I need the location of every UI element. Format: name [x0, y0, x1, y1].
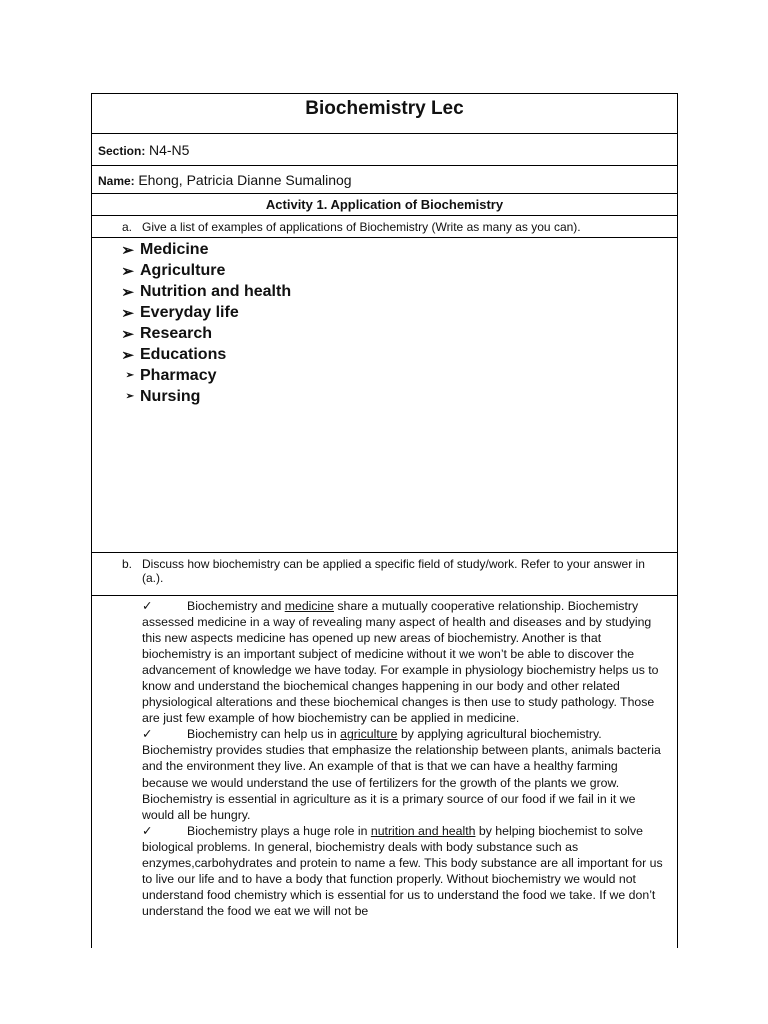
question-b — [92, 553, 677, 596]
list-item — [92, 282, 677, 303]
answer-paragraph-nutrition — [142, 823, 667, 919]
checkmark-icon: ✓ — [142, 823, 153, 838]
activity-title: Activity 1. Application of Biochemistry — [92, 194, 677, 216]
applications-list — [92, 238, 677, 553]
list-item — [92, 324, 677, 345]
question-a-letter: a. — [121, 220, 132, 234]
application-label: Medicine — [140, 241, 209, 259]
list-item — [92, 386, 677, 407]
application-label: Nursing — [140, 387, 201, 405]
answer-paragraph-medicine — [142, 598, 667, 726]
field-highlight: medicine — [284, 599, 334, 613]
question-a — [92, 216, 677, 238]
paragraph-text: share a mutually cooperative relationship. Biochemistry assessed medicine in a way of revealing many aspect of health and diseases and by studying this new aspects medicine has opened up new areas of biochemistry. Another is that biochemistry is an important subject of medicine without it we won’t be able to discover the advancement of knowledge we have today. For example in physiology biochemistry helps us to know and understand the biochemical changes happening in our body and other related physiological alterations and these biochemical changes is then use to study pathology. Those are just few example of how biochemistry can be applied in medicine. — [142, 599, 659, 726]
section-value: N4-N5 — [148, 142, 190, 158]
application-label: Agriculture — [140, 262, 226, 280]
list-item — [92, 365, 677, 386]
answer-paragraph-agriculture — [142, 726, 667, 822]
paragraph-text: by applying agricultural biochemistry. Biochemistry provides studies that emphasize the relationship between plants, animals bacteria and the environment they live. An example of that is that we can have a healthy farming because we would understand the use of fertilizers for the growth of the plants we grow. Biochemistry is essential in agriculture as it is a primary source of our food if we fail in it we would all be hungry. — [142, 727, 661, 822]
list-item — [92, 240, 677, 261]
question-b-text: Discuss how biochemistry can be applied a specific field of study/work. Refer to your answer in (a.). — [142, 557, 645, 585]
name-value: Ehong, Patricia Dianne Sumalinog — [138, 172, 352, 188]
paragraph-text: Biochemistry can help us in — [187, 727, 341, 742]
section-row — [92, 134, 677, 166]
answer-section — [92, 596, 677, 948]
arrow-bullet-icon: ➢ — [121, 326, 134, 343]
application-label: Nutrition and health — [140, 283, 292, 301]
application-label: Research — [140, 325, 213, 342]
arrow-bullet-icon: ➢ — [125, 391, 134, 403]
arrow-bullet-icon: ➢ — [121, 284, 134, 302]
application-label: Everyday life — [140, 304, 239, 322]
field-highlight: agriculture — [340, 727, 398, 742]
application-label: Pharmacy — [140, 366, 217, 384]
list-item — [92, 261, 677, 282]
list-item — [92, 344, 677, 365]
question-a-text: Give a list of examples of applications of Biochemistry (Write as many as you can). — [142, 220, 581, 234]
checkmark-icon: ✓ — [142, 599, 153, 613]
paragraph-text: by helping biochemist to solve biological problems. In general, biochemistry deals with body substance such as enzymes,carbohydrates and protein to name a few. This body substance are all important for us to live our life and to have a body that function properly. Without biochemistry we would not understand food chemistry which is essential for us to understand the food we take. If we don’t understand the food we eat we will not be — [142, 823, 663, 918]
name-label: Name: — [98, 174, 135, 188]
name-row — [92, 166, 677, 194]
checkmark-icon: ✓ — [142, 727, 153, 742]
paragraph-text: Biochemistry and — [187, 599, 285, 613]
field-highlight: nutrition and health — [370, 823, 476, 838]
arrow-bullet-icon: ➢ — [121, 305, 134, 323]
question-b-letter: b. — [121, 557, 132, 571]
paragraph-text: Biochemistry plays a huge role in — [187, 823, 371, 838]
application-label: Educations — [140, 345, 227, 363]
arrow-bullet-icon: ➢ — [121, 242, 134, 260]
arrow-bullet-icon: ➢ — [121, 263, 134, 281]
arrow-bullet-icon: ➢ — [125, 370, 134, 382]
activity-sheet — [91, 93, 678, 948]
arrow-bullet-icon: ➢ — [121, 346, 134, 364]
list-item — [92, 303, 677, 324]
document-title: Biochemistry Lec — [92, 94, 677, 134]
section-label: Section: — [98, 144, 146, 158]
